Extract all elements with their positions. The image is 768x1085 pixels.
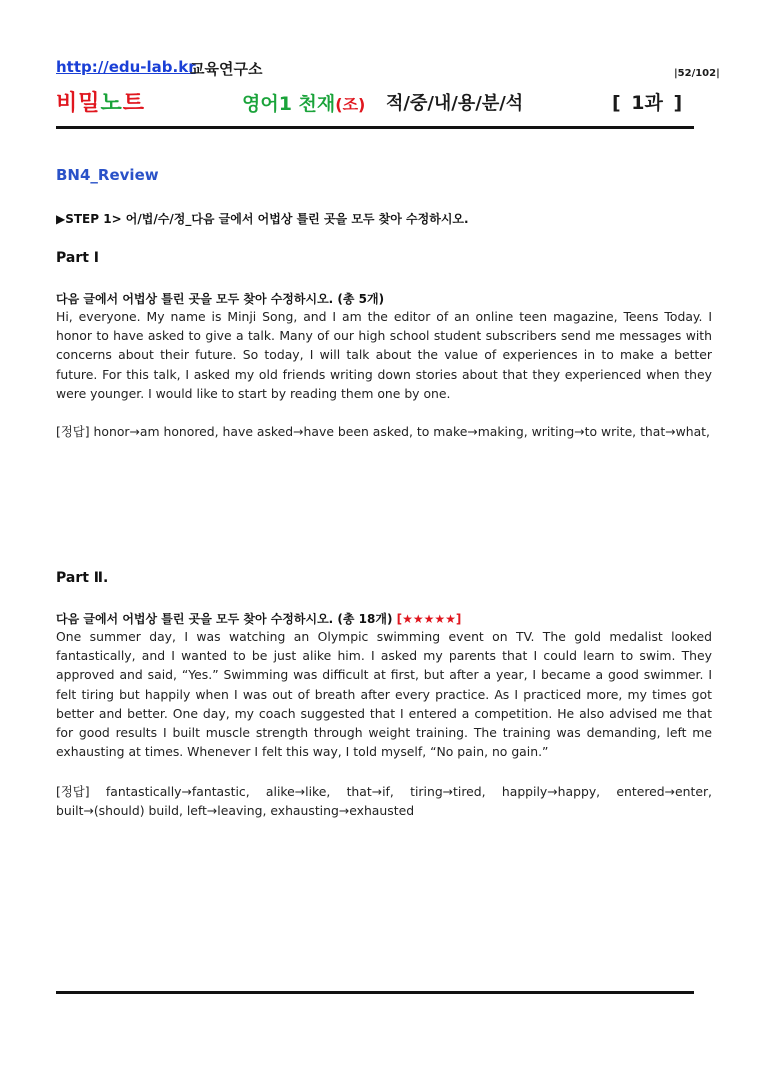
brand-char-4: 트	[122, 91, 146, 116]
part-1-answer: [정답] honor→am honored, have asked→have been asked, to make→making, writing→to write, that→what,	[56, 424, 710, 439]
part-2-answer: [정답] fantastically→fantastic, alike→like, that→if, tiring→tired, happily→happy, entered→enter, built→(should) build, left→leaving, exhausting→exhausted	[56, 784, 712, 819]
subject-title	[242, 89, 365, 116]
brand-char-2: 밀	[78, 91, 101, 116]
section-title: BN4_Review	[56, 166, 159, 184]
site-name: 교육연구소	[190, 60, 263, 78]
analysis-label: 적/중/내/용/분/석	[386, 93, 524, 114]
site-link[interactable]: http://edu-lab.kr	[56, 58, 196, 76]
publisher-mark: (조)	[335, 95, 366, 114]
subject-name: 영어1 천재	[242, 93, 336, 115]
part-2-question-text: 다음 글에서 어법상 틀린 곳을 모두 찾아 수정하시오. (총 18개)	[56, 612, 393, 626]
difficulty-stars: [★★★★★]	[396, 612, 462, 626]
step-instruction: ▶STEP 1> 어/법/수/정_다음 글에서 어법상 틀린 곳을 모두 찾아 수정하시오.	[56, 212, 469, 226]
brand-logo	[56, 86, 145, 117]
header-divider	[56, 126, 694, 129]
part-1-passage: Hi, everyone. My name is Minji Song, and I am the editor of an online teen magazine, Teens Today. I honor to have asked to give a talk. Many of our high school student subscribers send me messages with concerns about their future. So today, I will talk about the value of experiences in to make a better future. For this talk, I asked my old friends writing down stories about that they experienced when they were younger. I would like to start by reading them one by one.	[56, 309, 712, 401]
part-1-title: Part Ⅰ	[56, 250, 100, 266]
lesson-label: [ 1과 ]	[612, 92, 683, 114]
page-number: |52/102|	[674, 68, 720, 79]
part-2-title: Part Ⅱ.	[56, 570, 109, 586]
brand-char-1: 비	[56, 91, 79, 116]
part-2-passage: One summer day, I was watching an Olympic swimming event on TV. The gold medalist looked fantastically, and I wanted to be just alike him. I asked my parents that I could learn to swim. They approved and said, “Yes.” Swimming was difficult at first, but after a year, I became a good swimmer. I felt tiring but happily when I was out of breath after every practice. As I practiced more, my times got better and better. One day, my coach suggested that I entered a competition. He also advised me that for good results I built muscle strength through weight training. The training was demanding, left me exhausting at times. Whenever I felt this way, I told myself, “No pain, no gain.”	[56, 629, 712, 760]
part-1-question: 다음 글에서 어법상 틀린 곳을 모두 찾아 수정하시오. (총 5개)	[56, 292, 385, 306]
part-2-question	[56, 610, 461, 627]
brand-char-3: 노	[100, 91, 123, 116]
footer-divider	[56, 991, 694, 994]
